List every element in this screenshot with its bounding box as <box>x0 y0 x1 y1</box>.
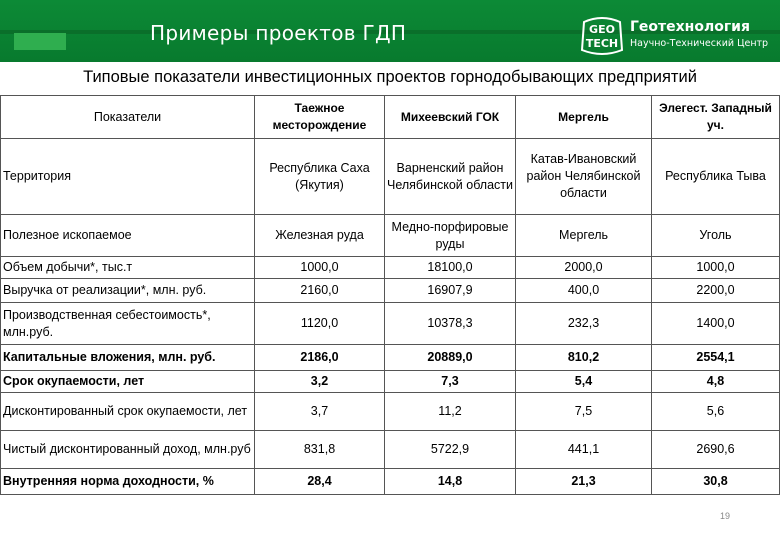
table-row <box>1 345 780 371</box>
column-header: Показатели <box>1 96 255 139</box>
page-title: Примеры проектов ГДП <box>150 21 407 45</box>
table-row <box>1 303 780 345</box>
table-cell: 831,8 <box>255 431 385 469</box>
row-label: Внутренняя норма доходности, % <box>1 469 255 495</box>
table-cell: 1120,0 <box>255 303 385 345</box>
table-cell: 5,4 <box>516 371 652 393</box>
indicators-table-container <box>0 95 779 495</box>
table-row <box>1 469 780 495</box>
table-cell: 400,0 <box>516 279 652 303</box>
table-cell: 2186,0 <box>255 345 385 371</box>
table-caption: Типовые показатели инвестиционных проектов горнодобывающих предприятий <box>83 68 697 86</box>
table-cell: Медно-порфировые руды <box>385 215 516 257</box>
logo-name: Геотехнология <box>630 19 750 35</box>
table-cell: 7,3 <box>385 371 516 393</box>
table-row <box>1 215 780 257</box>
table-cell: 2554,1 <box>652 345 780 371</box>
header-accent-block <box>14 33 66 50</box>
table-cell: 441,1 <box>516 431 652 469</box>
table-cell: 5,6 <box>652 393 780 431</box>
logo-mark-bottom: TECH <box>585 37 619 50</box>
table-row <box>1 139 780 215</box>
table-row <box>1 393 780 431</box>
table-cell: 2160,0 <box>255 279 385 303</box>
table-row <box>1 371 780 393</box>
table-cell: 3,2 <box>255 371 385 393</box>
table-cell: 14,8 <box>385 469 516 495</box>
table-cell: 11,2 <box>385 393 516 431</box>
table-cell: 10378,3 <box>385 303 516 345</box>
row-label: Срок окупаемости, лет <box>1 371 255 393</box>
table-cell: 1400,0 <box>652 303 780 345</box>
table-cell: 5722,9 <box>385 431 516 469</box>
table-cell: 30,8 <box>652 469 780 495</box>
table-cell: 232,3 <box>516 303 652 345</box>
table-cell: 2200,0 <box>652 279 780 303</box>
table-cell: 20889,0 <box>385 345 516 371</box>
geotech-logo-icon <box>578 16 626 56</box>
row-label: Выручка от реализации*, млн. руб. <box>1 279 255 303</box>
column-header: Таежное месторождение <box>255 96 385 139</box>
logo-subtitle: Научно-Технический Центр <box>630 38 769 49</box>
table-cell: Катав-Ивановский район Челябинской области <box>516 139 652 215</box>
column-header: Элегест. Западный уч. <box>652 96 780 139</box>
table-cell: 16907,9 <box>385 279 516 303</box>
table-cell: 28,4 <box>255 469 385 495</box>
table-cell: 810,2 <box>516 345 652 371</box>
table-cell: 3,7 <box>255 393 385 431</box>
table-cell: Варненский район Челябинской области <box>385 139 516 215</box>
row-label: Капитальные вложения, млн. руб. <box>1 345 255 371</box>
table-cell: 4,8 <box>652 371 780 393</box>
table-cell: 18100,0 <box>385 257 516 279</box>
table-cell: Уголь <box>652 215 780 257</box>
table-row <box>1 431 780 469</box>
slide-number: 19 <box>719 511 730 521</box>
indicators-table <box>0 95 780 495</box>
table-cell: Мергель <box>516 215 652 257</box>
table-cell: 2690,6 <box>652 431 780 469</box>
table-cell: 21,3 <box>516 469 652 495</box>
row-label: Производственная себестоимость*, млн.руб. <box>1 303 255 345</box>
column-header: Михеевский ГОК <box>385 96 516 139</box>
row-label: Чистый дисконтированный доход, млн.руб <box>1 431 255 469</box>
column-header: Мергель <box>516 96 652 139</box>
header-bar <box>0 0 780 62</box>
table-cell: Железная руда <box>255 215 385 257</box>
row-label: Объем добычи*, тыс.т <box>1 257 255 279</box>
table-cell: Республика Тыва <box>652 139 780 215</box>
row-label: Дисконтированный срок окупаемости, лет <box>1 393 255 431</box>
table-row <box>1 257 780 279</box>
row-label: Территория <box>1 139 255 215</box>
table-cell: 1000,0 <box>652 257 780 279</box>
company-logo <box>578 16 778 56</box>
table-cell: 7,5 <box>516 393 652 431</box>
table-cell: 2000,0 <box>516 257 652 279</box>
row-label: Полезное ископаемое <box>1 215 255 257</box>
table-cell: 1000,0 <box>255 257 385 279</box>
table-row <box>1 279 780 303</box>
table-header-row <box>1 96 780 139</box>
logo-mark-top: GEO <box>589 23 615 36</box>
table-cell: Республика Саха (Якутия) <box>255 139 385 215</box>
